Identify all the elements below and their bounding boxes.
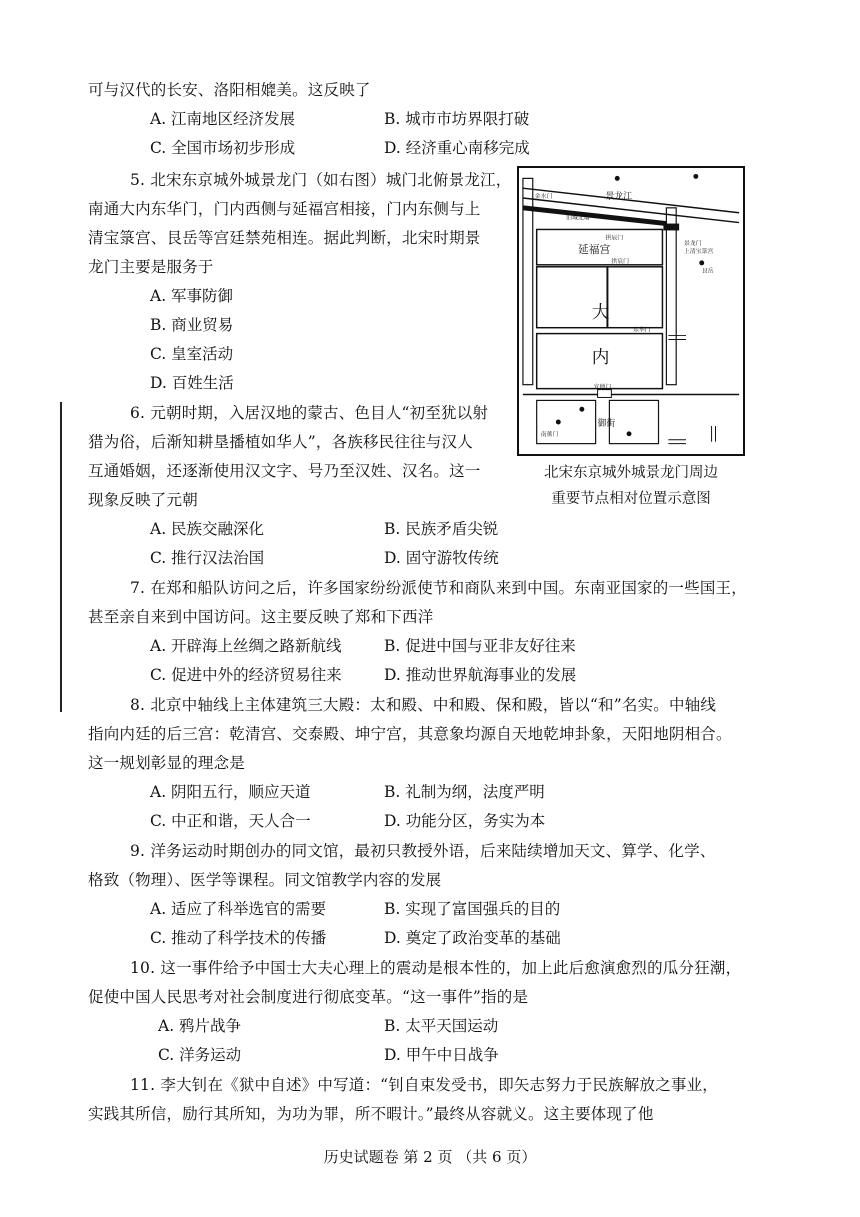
q4-option-c: C. 全国市场初步形成 xyxy=(150,139,296,157)
q7-option-c: C. 促进中外的经济贸易往来 xyxy=(150,666,342,684)
q6-option-c: C. 推行汉法治国 xyxy=(150,549,265,567)
map-gongchen-label: 拱辰门 xyxy=(605,235,624,242)
q9-option-d: D. 奠定了政治变革的基础 xyxy=(384,929,561,947)
q11-line-1: 11. 李大钊在《狱中自述》中写道：“钊自束发受书，即矢志努力于民族解放之事业， xyxy=(130,1076,719,1094)
map-xuande-label: 宣德门 xyxy=(593,384,612,391)
q7-option-a: A. 开辟海上丝绸之路新航线 xyxy=(150,637,342,655)
q10-option-a: A. 鸦片战争 xyxy=(158,1017,242,1035)
q6-line-1: 6. 元朝时期，入居汉地的蒙古、色目人“初至犹以射 xyxy=(130,404,489,422)
map-caption-line-1: 北宋东京城外城景龙门周边 xyxy=(544,465,718,481)
q5-option-c: C. 皇室活动 xyxy=(150,345,234,363)
q9-option-b: B. 实现了富国强兵的目的 xyxy=(384,900,561,918)
map-nanxun-label: 南薰门 xyxy=(540,431,559,438)
map-jinglong-label: 景龙门 xyxy=(684,241,702,248)
q10-line-1: 10. 这一事件给予中国士大夫心理上的震动是根本性的，加上此后愈演愈烈的瓜分狂潮， xyxy=(130,959,742,977)
q9-option-a: A. 适应了科举选官的需要 xyxy=(150,900,327,918)
q7-option-d: D. 推动世界航海事业的发展 xyxy=(384,666,577,684)
q8-line-3: 这一规划彰显的理念是 xyxy=(88,754,246,772)
q5-line-1: 5. 北宋东京城外城景龙门（如右图）城门北俯景龙江， xyxy=(130,171,512,189)
q6-line-3: 互通婚姻，还逐渐使用汉文字、号乃至汉姓、汉名。这一 xyxy=(88,462,481,480)
map-old-wall-label: 旧城北墙 xyxy=(566,215,590,222)
page-footer: 历史试题卷 第 2 页 （共 6 页） xyxy=(323,1148,537,1166)
q6-option-a: A. 民族交融深化 xyxy=(150,520,265,538)
q6-option-b: B. 民族矛盾尖锐 xyxy=(384,520,499,538)
q4-option-d: D. 经济重心南移完成 xyxy=(384,139,530,157)
q5-option-a: A. 军事防御 xyxy=(150,287,234,305)
q11-line-2: 实践其所信，励行其所知，为功为罪，所不暇计。”最终从容就义。这主要体现了他 xyxy=(88,1105,654,1123)
q8-option-b: B. 礼制为纲，法度严明 xyxy=(384,783,545,801)
q5-line-3: 清宝箓宫、艮岳等宫廷禁苑相连。据此判断，北宋时期景 xyxy=(88,229,481,247)
q9-line-1: 9. 洋务运动时期创办的同文馆，最初只教授外语，后来陆续增加天文、算学、化学、 xyxy=(130,842,716,860)
q9-option-c: C. 推动了科学技术的传播 xyxy=(150,929,327,947)
q5-option-b: B. 商业贸易 xyxy=(150,316,234,334)
q5-line-2: 南通大内东华门，门内西侧与延福宫相接，门内东侧与上 xyxy=(88,200,481,218)
q5-line-4: 龙门主要是服务于 xyxy=(88,258,214,276)
map-yujie-label: 御街 xyxy=(597,418,616,429)
q8-line-1: 8. 北京中轴线上主体建筑三大殿：太和殿、中和殿、保和殿，皆以“和”名实。中轴线 xyxy=(130,696,717,714)
map-donghua-label: 东华门 xyxy=(632,327,651,334)
q7-line-2: 甚至亲自来到中国访问。这主要反映了郑和下西洋 xyxy=(88,608,434,626)
q5-option-d: D. 百姓生活 xyxy=(150,374,234,392)
map-river-label: 景龙江 xyxy=(605,192,632,202)
map-yanfu-label: 延福宫 xyxy=(577,243,611,257)
jinglong-gate-map xyxy=(517,166,745,456)
q10-option-d: D. 甲午中日战争 xyxy=(384,1046,499,1064)
q4-tail: 可与汉代的长安、洛阳相媲美。这反映了 xyxy=(88,81,371,99)
map-jinshui-label: 金水门 xyxy=(534,194,553,201)
map-danei-label-2: 内 xyxy=(591,348,610,369)
q7-option-b: B. 促进中国与亚非友好往来 xyxy=(384,637,576,655)
q6-line-2: 猎为俗，后渐知耕垦播植如华人”，各族移民往往与汉人 xyxy=(88,433,473,451)
map-gongchen-label-2: 拱宸门 xyxy=(611,258,629,265)
map-caption-line-2: 重要节点相对位置示意图 xyxy=(551,491,711,507)
q4-option-a: A. 江南地区经济发展 xyxy=(150,110,296,128)
q9-line-2: 格致（物理）、医学等课程。同文馆教学内容的发展 xyxy=(88,871,442,889)
q8-option-c: C. 中正和谐，天人合一 xyxy=(150,812,311,830)
map-shangqing-label: 上清宝箓宫 xyxy=(684,249,714,256)
q8-line-2: 指向内廷的后三宫：乾清宫、交泰殿、坤宁宫，其意象均源自天地乾坤卦象，天阳地阴相合。 xyxy=(88,725,732,743)
q4-option-b: B. 城市市坊界限打破 xyxy=(384,110,530,128)
q10-option-b: B. 太平天国运动 xyxy=(384,1017,499,1035)
map-danei-label-1: 大 xyxy=(591,302,610,323)
q6-line-4: 现象反映了元朝 xyxy=(88,491,198,509)
svg-text:·: · xyxy=(526,382,529,389)
q7-line-1: 7. 在郑和船队访问之后，许多国家纷纷派使节和商队来到中国。东南亚国家的一些国王， xyxy=(130,579,747,597)
margin-rule xyxy=(60,402,62,712)
q10-line-2: 促使中国人民思考对社会制度进行彻底变革。“这一事件”指的是 xyxy=(88,988,529,1006)
map-genyue-label: 艮岳 xyxy=(701,268,714,275)
q8-option-d: D. 功能分区，务实为本 xyxy=(384,812,546,830)
q8-option-a: A. 阴阳五行，顺应天道 xyxy=(150,783,311,801)
q6-option-d: D. 固守游牧传统 xyxy=(384,549,499,567)
q10-option-c: C. 洋务运动 xyxy=(158,1046,242,1064)
